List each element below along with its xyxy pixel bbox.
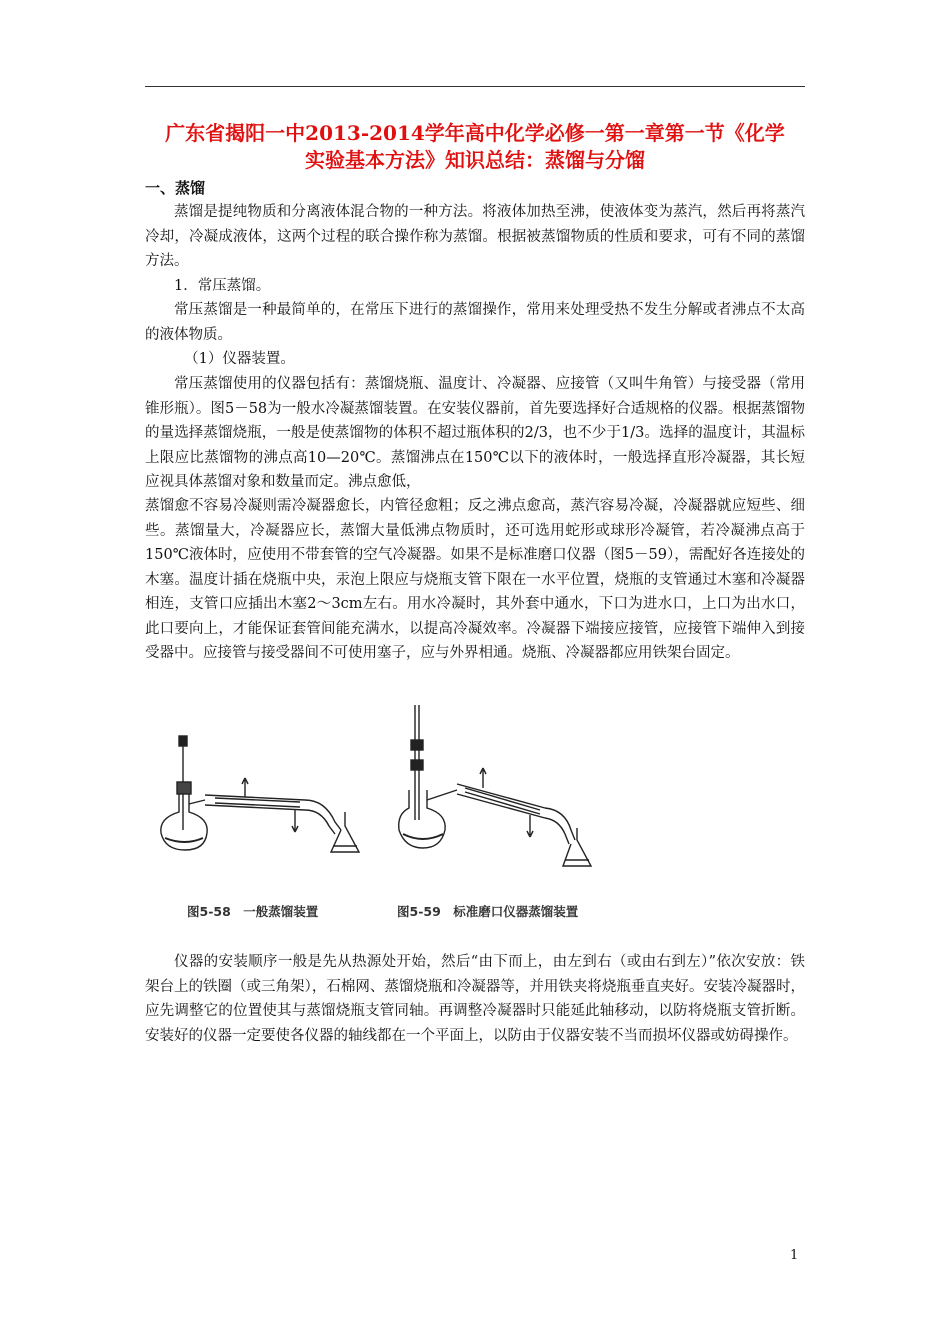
title-line-2: 实验基本方法》知识总结：蒸馏与分馏 — [305, 148, 645, 172]
section-heading: 一、蒸馏 — [145, 179, 206, 197]
paragraph-installation-order: 仪器的安装顺序一般是先从热源处开始，然后“由下而上，由左到右（或由右到左）”依次安放：铁架台上的铁圈（或三角架），石棉网、蒸馏烧瓶和冷凝器等，并用铁夹将烧瓶垂直夹好。安装冷凝器时，应先调整它的位置使其与蒸馏烧瓶支管同轴。再调整冷凝器时只能延此轴移动，以防将烧瓶支管折断。安装好的仪器一定要使各仪器的轴线都在一个平面上，以防由于仪器安装不当而损坏仪器或妨碍操作。 — [145, 954, 805, 1044]
figure-caption-5-59: 图5-59 标准磨口仪器蒸馏装置 — [397, 904, 579, 919]
subheading-apparatus: （1）仪器装置。 — [184, 351, 295, 367]
document-title — [145, 120, 805, 174]
page-number: 1 — [790, 1248, 799, 1263]
distillation-apparatus-drawing — [145, 700, 805, 900]
paragraph-apparatus-b: 蒸馏愈不容易冷凝则需冷凝器愈长，内管径愈粗；反之沸点愈高，蒸汽容易冷凝，冷凝器就应短些、细些。蒸馏量大，冷凝器应长，蒸馏大量低沸点物质时，还可选用蛇形或球形冷凝管，若冷凝沸点高于150℃液体时，应使用不带套管的空气冷凝器。如果不是标准磨口仪器（图5－59），需配好各连接处的木塞。温度计插在烧瓶中央，汞泡上限应与烧瓶支管下限在一水平位置，烧瓶的支管通过木塞和冷凝器相连，支管口应插出木塞2～3cm左右。用水冷凝时，其外套中通水，下口为进水口，上口为出水口，此口要向上，才能保证套管间能充满水，以提高冷凝效率。冷凝器下端接应接管，应接管下端伸入到接受器中。应接管与接受器间不可使用塞子，应与外界相通。烧瓶、冷凝器都应用铁架台固定。 — [145, 498, 805, 661]
distillation-figure — [145, 700, 805, 930]
figure-caption-5-58: 图5-58 一般蒸馏装置 — [187, 904, 319, 919]
paragraph-atmospheric: 常压蒸馏是一种最简单的，在常压下进行的蒸馏操作，常用来处理受热不发生分解或者沸点不太高的液体物质。 — [145, 302, 805, 343]
subheading-atmospheric: 1．常压蒸馏。 — [174, 278, 271, 294]
header-rule — [145, 86, 805, 87]
title-line-1: 广东省揭阳一中2013-2014学年高中化学必修一第一章第一节《化学 — [165, 121, 785, 145]
paragraph-apparatus-a: 常压蒸馏使用的仪器包括有：蒸馏烧瓶、温度计、冷凝器、应接管（又叫牛角管）与接受器（常用锥形瓶）。图5－58为一般水冷凝蒸馏装置。在安装仪器前，首先要选择好合适规格的仪器。根据蒸馏物的量选择蒸馏烧瓶，一般是使蒸馏物的体积不超过瓶体积的2/3，也不少于1/3。选择的温度计，其温标上限应比蒸馏物的沸点高10—20℃。蒸馏沸点在150℃以下的液体时，一般选择直形冷凝器，其长短应视具体蒸馏对象和数量而定。沸点愈低， — [145, 376, 805, 490]
paragraph-intro: 蒸馏是提纯物质和分离液体混合物的一种方法。将液体加热至沸，使液体变为蒸汽，然后再将蒸汽冷却，冷凝成液体，这两个过程的联合操作称为蒸馏。根据被蒸馏物质的性质和要求，可有不同的蒸馏方法。 — [145, 204, 805, 269]
